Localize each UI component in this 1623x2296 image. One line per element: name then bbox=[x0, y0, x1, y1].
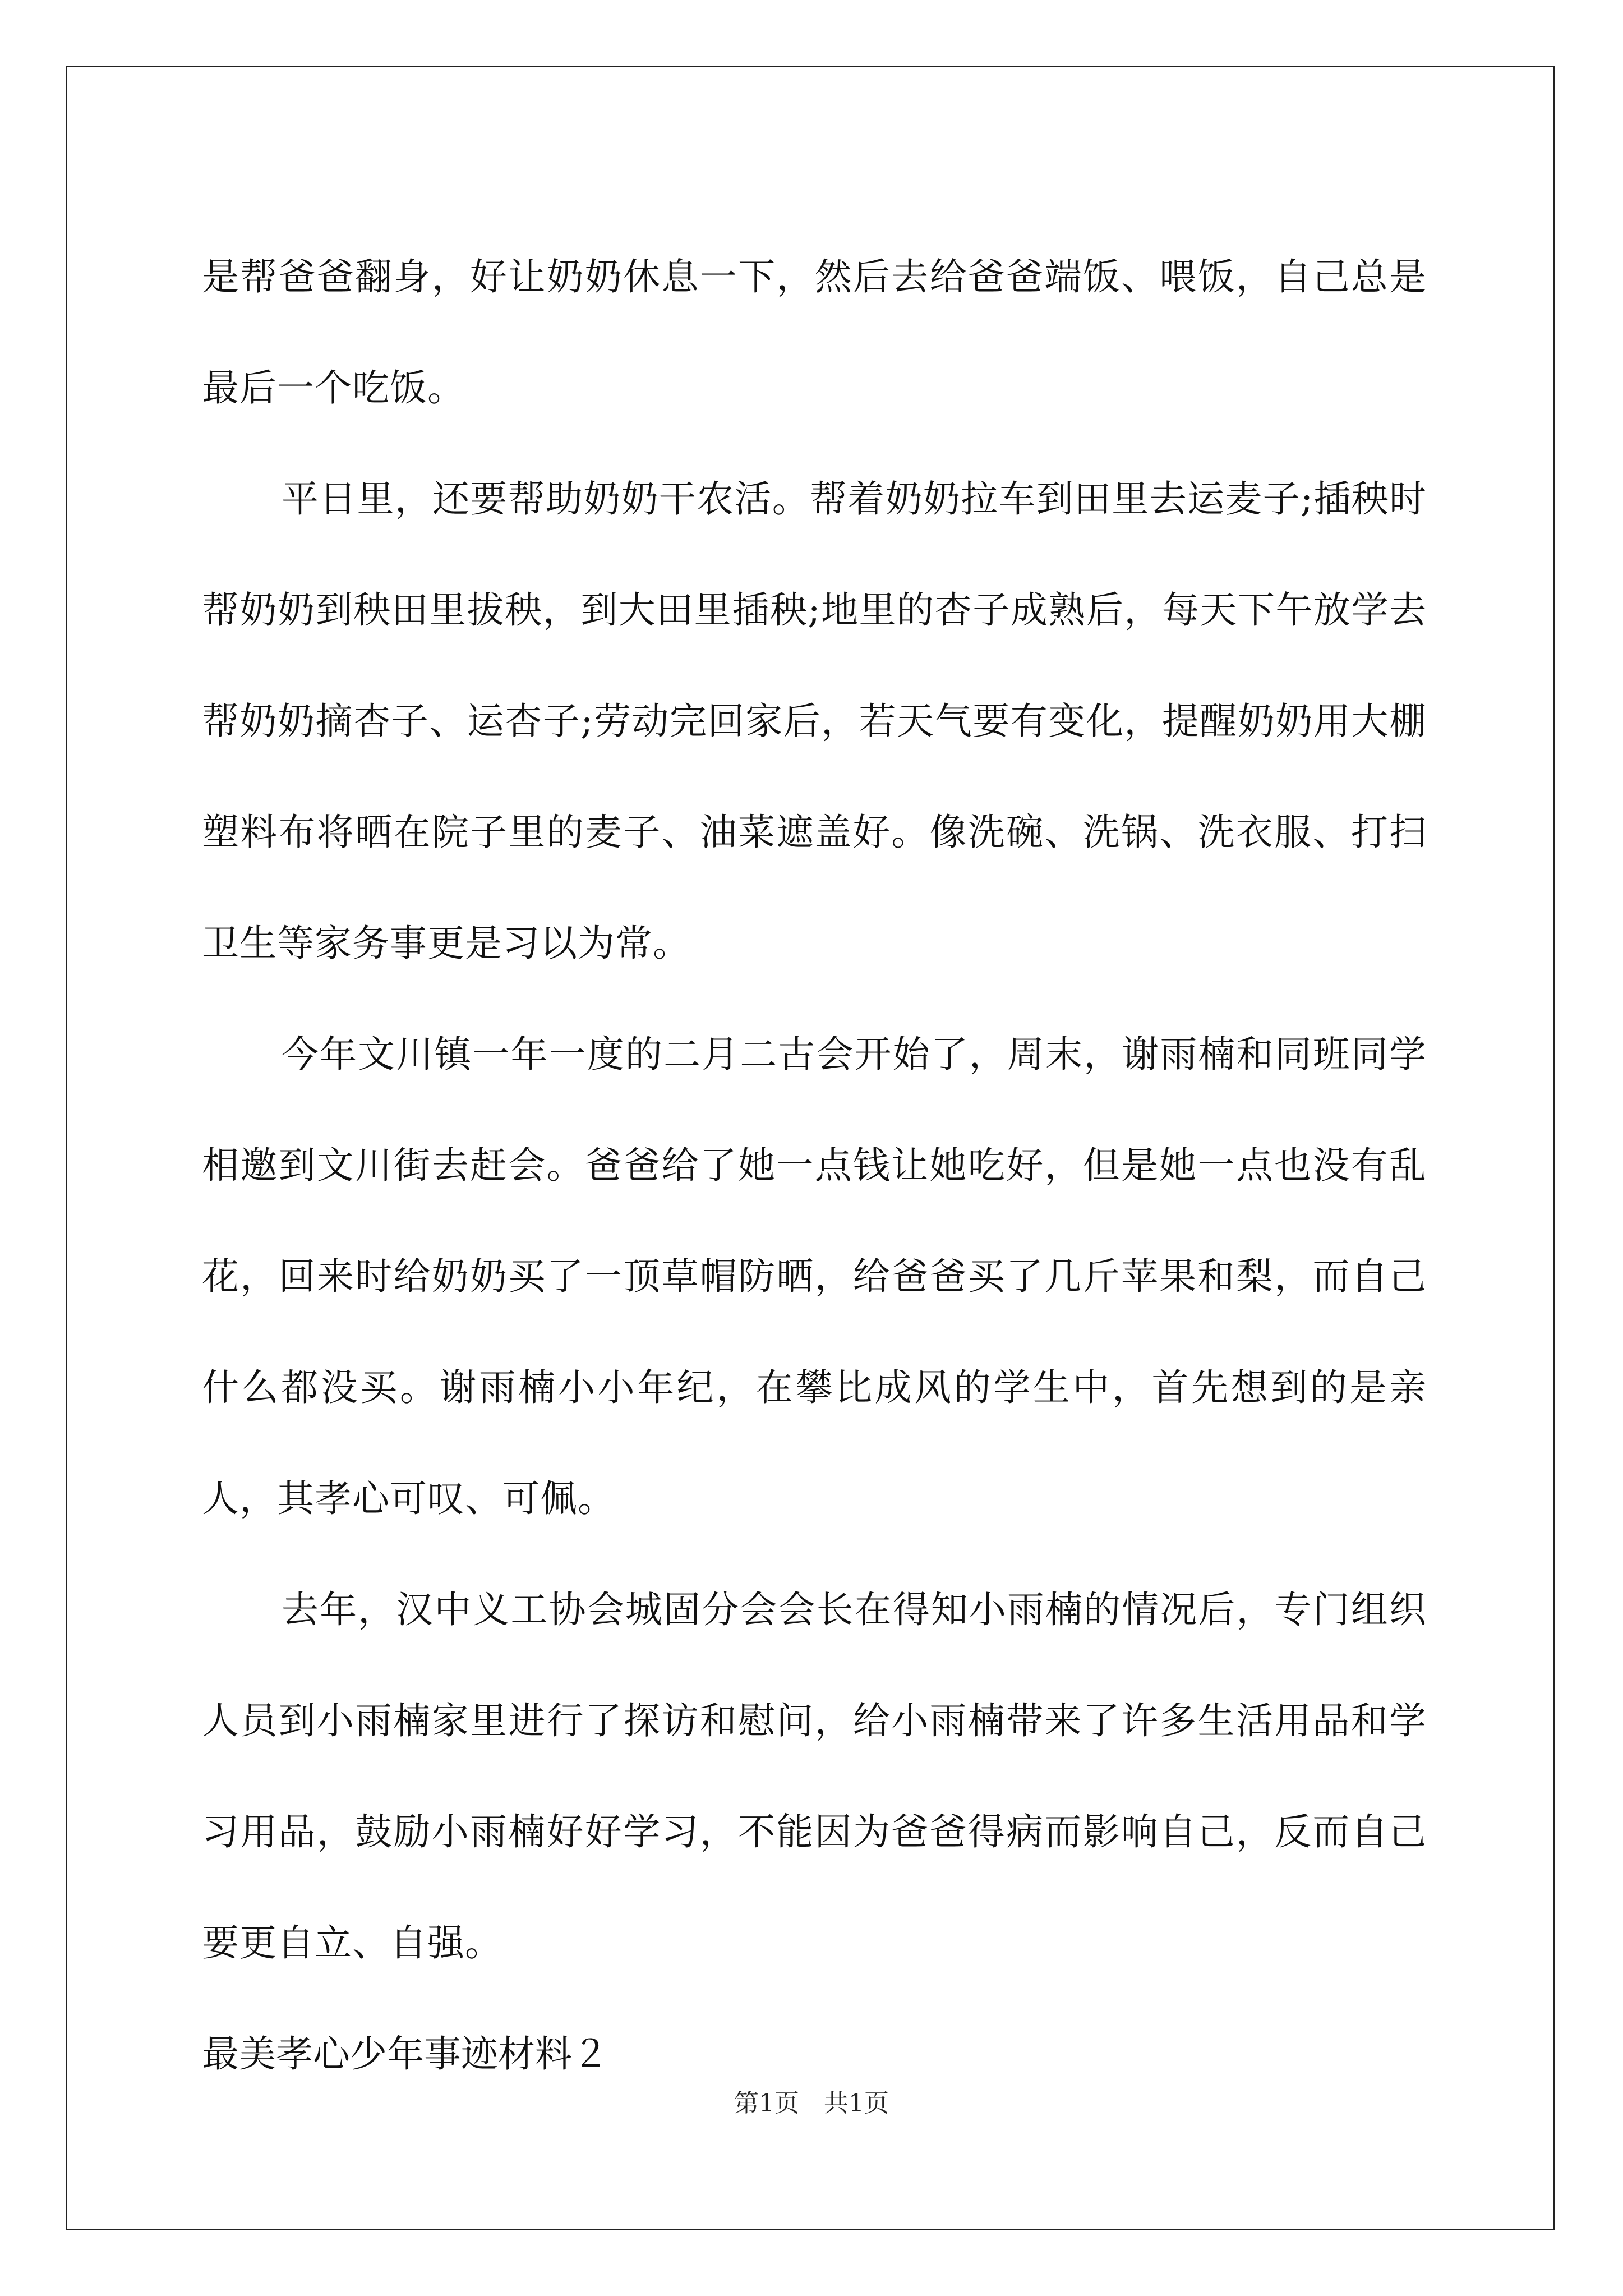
section-title: 最美孝心少年事迹材料２ bbox=[202, 2032, 609, 2076]
document-body bbox=[202, 222, 1427, 2110]
page-footer: 第1页 共1页 bbox=[734, 2089, 889, 2118]
paragraph-2: 平日里，还要帮助奶奶干农活。帮着奶奶拉车到田里去运麦子;插秧时帮奶奶到秧田里拔秧，到大田里插秧;地里的杏子成熟后，每天下午放学去帮奶奶摘杏子、运杏子;劳动完回家后，若天气要有变化，提醒奶奶用大棚塑料布将晒在院子里的麦子、油菜遮盖好。像洗碗、洗锅、洗衣服、打扫卫生等家务事更是习以为常。 bbox=[202, 477, 1427, 965]
paragraph-1: 是帮爸爸翻身，好让奶奶休息一下，然后去给爸爸端饭、喂饭，自己总是最后一个吃饭。 bbox=[202, 255, 1427, 409]
paragraph-3: 今年文川镇一年一度的二月二古会开始了，周末，谢雨楠和同班同学相邀到文川街去赶会。爸爸给了她一点钱让她吃好，但是她一点也没有乱花，回来时给奶奶买了一顶草帽防晒，给爸爸买了几斤苹果和梨，而自己什么都没买。谢雨楠小小年纪，在攀比成风的学生中，首先想到的是亲人，其孝心可叹、可佩。 bbox=[202, 1033, 1427, 1520]
paragraph-4: 去年，汉中义工协会城固分会会长在得知小雨楠的情况后，专门组织人员到小雨楠家里进行了探访和慰问，给小雨楠带来了许多生活用品和学习用品，鼓励小雨楠好好学习，不能因为爸爸得病而影响自己，反而自己要更自立、自强。 bbox=[202, 1588, 1427, 1964]
